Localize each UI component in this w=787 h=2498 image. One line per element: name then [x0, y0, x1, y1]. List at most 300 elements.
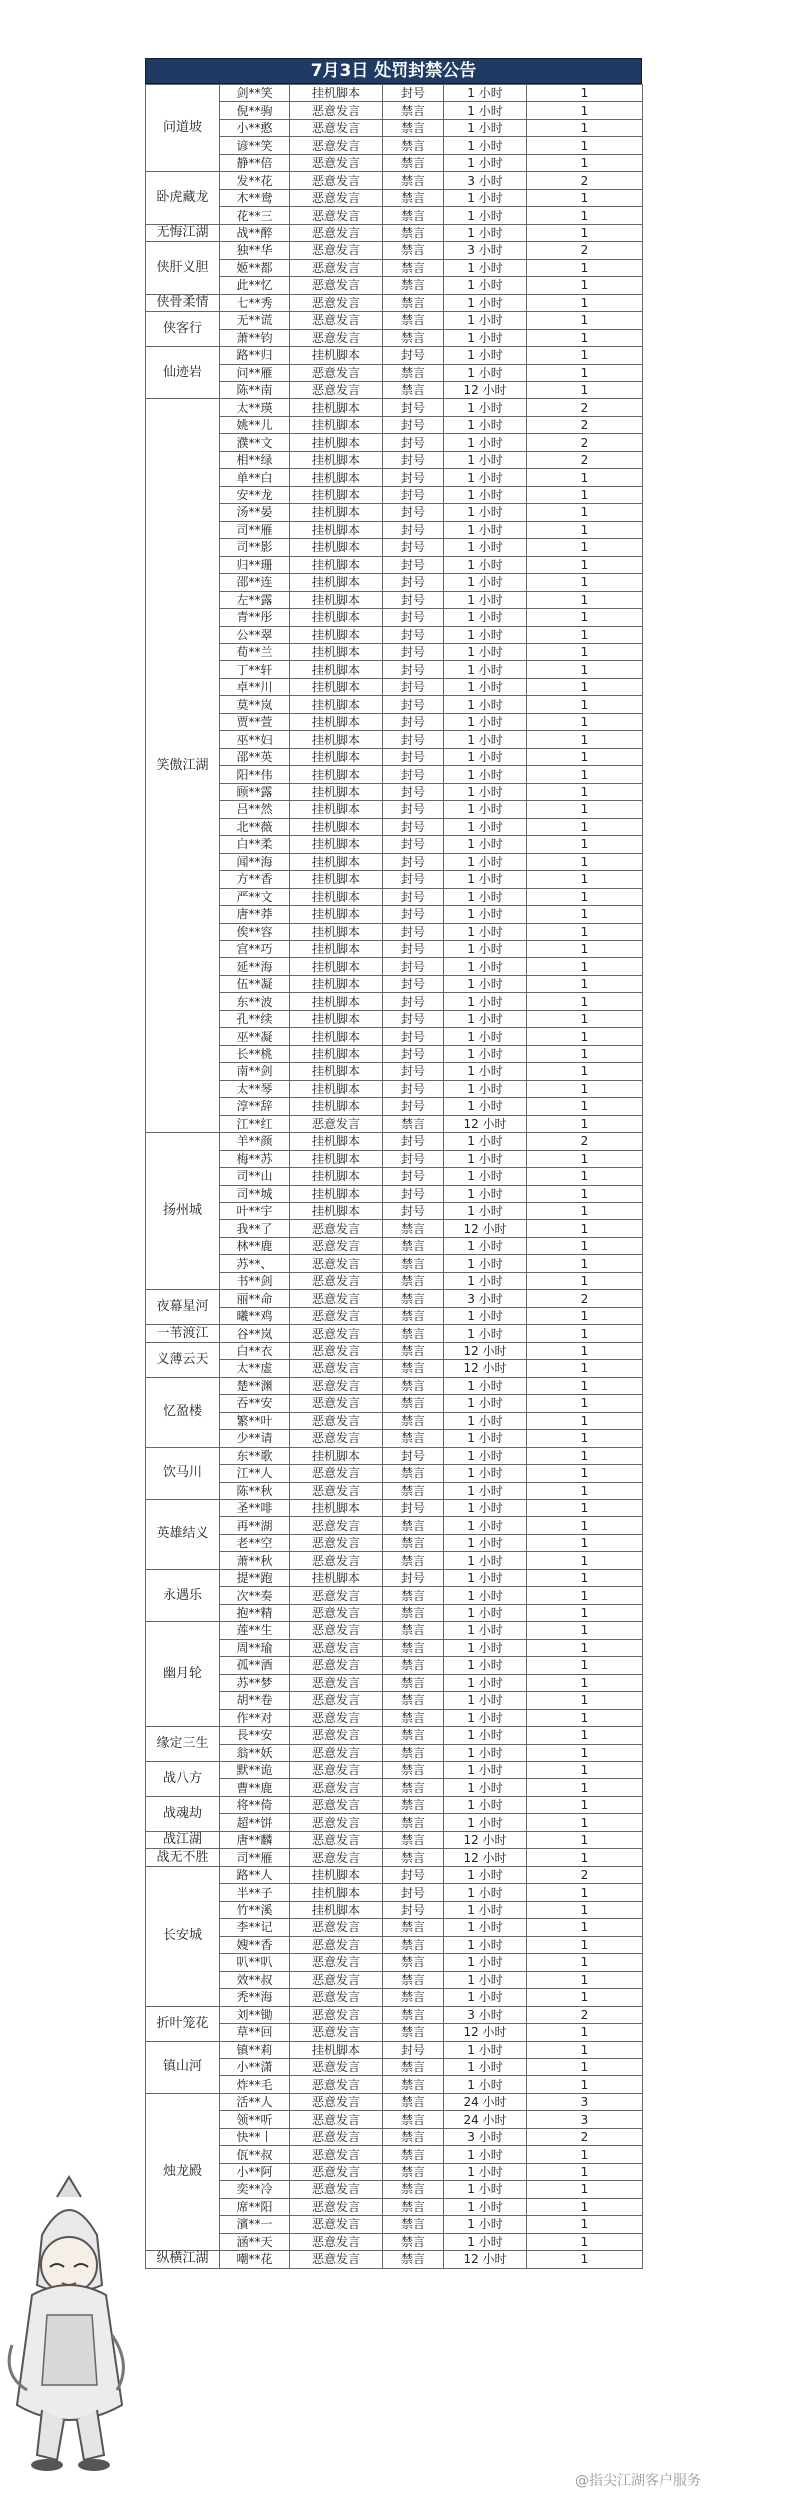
duration-cell: 1 小时: [444, 1569, 527, 1586]
penalty-cell: 禁言: [383, 1552, 444, 1569]
player-name-cell: 汤**晏: [220, 504, 290, 521]
reason-cell: 挂机脚本: [290, 1447, 383, 1464]
count-cell: 1: [527, 871, 643, 888]
player-name-cell: 安**龙: [220, 486, 290, 503]
penalty-cell: 禁言: [383, 1272, 444, 1289]
player-name-cell: 涵**天: [220, 2233, 290, 2250]
table-row: [146, 1779, 643, 1796]
penalty-cell: 封号: [383, 451, 444, 468]
duration-cell: 1 小时: [444, 137, 527, 154]
table-row: [146, 2146, 643, 2163]
reason-cell: 恶意发言: [290, 2024, 383, 2041]
count-cell: 1: [527, 154, 643, 171]
server-name-cell: 无悔江湖: [146, 224, 220, 241]
penalty-cell: 禁言: [383, 1971, 444, 1988]
table-row: [146, 1499, 643, 1516]
penalty-cell: 禁言: [383, 2006, 444, 2023]
duration-cell: 1 小时: [444, 521, 527, 538]
penalty-cell: 禁言: [383, 1692, 444, 1709]
penalty-cell: 禁言: [383, 2024, 444, 2041]
reason-cell: 恶意发言: [290, 1395, 383, 1412]
player-name-cell: 发**花: [220, 172, 290, 189]
table-row: [146, 783, 643, 800]
duration-cell: 1 小时: [444, 102, 527, 119]
count-cell: 1: [527, 1203, 643, 1220]
duration-cell: 3 小时: [444, 1290, 527, 1307]
duration-cell: 1 小时: [444, 1657, 527, 1674]
count-cell: 1: [527, 1517, 643, 1534]
penalty-cell: 封号: [383, 1499, 444, 1516]
count-cell: 1: [527, 2216, 643, 2233]
player-name-cell: 莫**岚: [220, 696, 290, 713]
duration-cell: 1 小时: [444, 1796, 527, 1813]
player-name-cell: 陈**南: [220, 381, 290, 398]
count-cell: 1: [527, 504, 643, 521]
table-row: [146, 1692, 643, 1709]
reason-cell: 挂机脚本: [290, 1133, 383, 1150]
duration-cell: 3 小时: [444, 2128, 527, 2145]
penalty-cell: 禁言: [383, 312, 444, 329]
reason-cell: 恶意发言: [290, 2233, 383, 2250]
player-name-cell: 贾**萱: [220, 713, 290, 730]
penalty-cell: 封号: [383, 958, 444, 975]
table-row: [146, 748, 643, 765]
reason-cell: 恶意发言: [290, 1744, 383, 1761]
reason-cell: 恶意发言: [290, 1517, 383, 1534]
table-row: [146, 1272, 643, 1289]
duration-cell: 1 小时: [444, 958, 527, 975]
count-cell: 1: [527, 1465, 643, 1482]
table-row: [146, 172, 643, 189]
count-cell: 1: [527, 1831, 643, 1848]
reason-cell: 恶意发言: [290, 2076, 383, 2093]
table-row: [146, 1709, 643, 1726]
player-name-cell: 江**人: [220, 1465, 290, 1482]
count-cell: 1: [527, 1849, 643, 1866]
reason-cell: 恶意发言: [290, 1919, 383, 1936]
reason-cell: 挂机脚本: [290, 521, 383, 538]
penalty-cell: 禁言: [383, 1936, 444, 1953]
count-cell: 1: [527, 1901, 643, 1918]
player-name-cell: 曦**鸡: [220, 1307, 290, 1324]
table-row: [146, 137, 643, 154]
duration-cell: 1 小时: [444, 1884, 527, 1901]
penalty-cell: 禁言: [383, 1325, 444, 1342]
player-name-cell: 李**记: [220, 1919, 290, 1936]
reason-cell: 恶意发言: [290, 2128, 383, 2145]
duration-cell: 1 小时: [444, 713, 527, 730]
table-row: [146, 1098, 643, 1115]
player-name-cell: 北**薇: [220, 818, 290, 835]
table-row: [146, 312, 643, 329]
server-name-cell: 缘定三生: [146, 1727, 220, 1762]
duration-cell: 1 小时: [444, 1727, 527, 1744]
player-name-cell: 太**虚: [220, 1360, 290, 1377]
penalty-cell: 禁言: [383, 1290, 444, 1307]
duration-cell: 1 小时: [444, 1936, 527, 1953]
reason-cell: 恶意发言: [290, 119, 383, 136]
penalty-cell: 禁言: [383, 277, 444, 294]
table-row: [146, 1465, 643, 1482]
reason-cell: 挂机脚本: [290, 347, 383, 364]
count-cell: 1: [527, 1098, 643, 1115]
duration-cell: 1 小时: [444, 416, 527, 433]
duration-cell: 1 小时: [444, 2163, 527, 2180]
duration-cell: 12 小时: [444, 2251, 527, 2268]
player-name-cell: 梅**苏: [220, 1150, 290, 1167]
server-name-cell: 饮马川: [146, 1447, 220, 1499]
player-name-cell: 延**海: [220, 958, 290, 975]
table-row: [146, 85, 643, 102]
server-name-cell: 英雄结义: [146, 1499, 220, 1569]
duration-cell: 1 小时: [444, 1814, 527, 1831]
count-cell: 2: [527, 1290, 643, 1307]
count-cell: 1: [527, 2146, 643, 2163]
count-cell: 1: [527, 1150, 643, 1167]
reason-cell: 恶意发言: [290, 224, 383, 241]
player-name-cell: 闻**海: [220, 853, 290, 870]
count-cell: 1: [527, 1674, 643, 1691]
player-name-cell: 吞**安: [220, 1395, 290, 1412]
player-name-cell: 荀**兰: [220, 644, 290, 661]
duration-cell: 1 小时: [444, 574, 527, 591]
reason-cell: 挂机脚本: [290, 644, 383, 661]
table-row: [146, 2041, 643, 2058]
count-cell: 2: [527, 242, 643, 259]
server-name-cell: 幽月轮: [146, 1622, 220, 1727]
reason-cell: 挂机脚本: [290, 748, 383, 765]
duration-cell: 1 小时: [444, 1587, 527, 1604]
count-cell: 1: [527, 1919, 643, 1936]
player-name-cell: 问**雁: [220, 364, 290, 381]
penalty-cell: 禁言: [383, 2181, 444, 2198]
penalty-cell: 禁言: [383, 189, 444, 206]
duration-cell: 1 小时: [444, 1692, 527, 1709]
penalty-cell: 封号: [383, 399, 444, 416]
player-name-cell: 将**倚: [220, 1796, 290, 1813]
reason-cell: 挂机脚本: [290, 1080, 383, 1097]
count-cell: 2: [527, 2006, 643, 2023]
table-row: [146, 1674, 643, 1691]
duration-cell: 3 小时: [444, 242, 527, 259]
reason-cell: 恶意发言: [290, 1482, 383, 1499]
penalty-cell: 禁言: [383, 1727, 444, 1744]
player-name-cell: 活**人: [220, 2093, 290, 2110]
table-row: [146, 242, 643, 259]
penalty-cell: 禁言: [383, 207, 444, 224]
table-row: [146, 381, 643, 398]
table-row: [146, 259, 643, 276]
duration-cell: 1 小时: [444, 1237, 527, 1254]
count-cell: 2: [527, 416, 643, 433]
duration-cell: 1 小时: [444, 1098, 527, 1115]
count-cell: 1: [527, 1569, 643, 1586]
penalty-cell: 禁言: [383, 1796, 444, 1813]
count-cell: 1: [527, 381, 643, 398]
count-cell: 1: [527, 2024, 643, 2041]
reason-cell: 挂机脚本: [290, 1901, 383, 1918]
player-name-cell: 归**珊: [220, 556, 290, 573]
duration-cell: 1 小时: [444, 1063, 527, 1080]
penalty-cell: 封号: [383, 1203, 444, 1220]
server-name-cell: 战八方: [146, 1762, 220, 1797]
player-name-cell: 白**衣: [220, 1342, 290, 1359]
duration-cell: 1 小时: [444, 329, 527, 346]
reason-cell: 挂机脚本: [290, 1063, 383, 1080]
player-name-cell: 巫**妇: [220, 731, 290, 748]
penalty-cell: 封号: [383, 556, 444, 573]
penalty-cell: 禁言: [383, 1814, 444, 1831]
penalty-cell: 封号: [383, 766, 444, 783]
penalty-cell: 禁言: [383, 1762, 444, 1779]
count-cell: 1: [527, 1604, 643, 1621]
duration-cell: 1 小时: [444, 836, 527, 853]
table-row: [146, 1569, 643, 1586]
duration-cell: 12 小时: [444, 1849, 527, 1866]
player-name-cell: 孤**酒: [220, 1657, 290, 1674]
table-row: [146, 102, 643, 119]
reason-cell: 挂机脚本: [290, 888, 383, 905]
table-row: [146, 1744, 643, 1761]
table-row: [146, 224, 643, 241]
count-cell: 1: [527, 1272, 643, 1289]
server-name-cell: 笑傲江湖: [146, 399, 220, 1133]
table-row: [146, 678, 643, 695]
reason-cell: 恶意发言: [290, 259, 383, 276]
duration-cell: 1 小时: [444, 347, 527, 364]
penalty-cell: 封号: [383, 469, 444, 486]
duration-cell: 1 小时: [444, 85, 527, 102]
server-name-cell: 侠客行: [146, 312, 220, 347]
penalty-cell: 封号: [383, 748, 444, 765]
penalty-cell: 封号: [383, 626, 444, 643]
count-cell: 2: [527, 1866, 643, 1883]
count-cell: 1: [527, 766, 643, 783]
penalty-cell: 封号: [383, 1168, 444, 1185]
penalty-cell: 禁言: [383, 172, 444, 189]
penalty-cell: 禁言: [383, 1255, 444, 1272]
duration-cell: 12 小时: [444, 1342, 527, 1359]
server-name-cell: 镇山河: [146, 2041, 220, 2093]
reason-cell: 挂机脚本: [290, 1569, 383, 1586]
table-row: [146, 1884, 643, 1901]
table-row: [146, 1063, 643, 1080]
table-row: [146, 1080, 643, 1097]
duration-cell: 1 小时: [444, 853, 527, 870]
penalty-cell: 封号: [383, 1185, 444, 1202]
count-cell: 1: [527, 1342, 643, 1359]
duration-cell: 1 小时: [444, 259, 527, 276]
reason-cell: 恶意发言: [290, 1325, 383, 1342]
table-row: [146, 1395, 643, 1412]
count-cell: 1: [527, 1587, 643, 1604]
count-cell: 1: [527, 1115, 643, 1132]
reason-cell: 恶意发言: [290, 329, 383, 346]
server-name-cell: 战魂劫: [146, 1796, 220, 1831]
count-cell: 1: [527, 1255, 643, 1272]
count-cell: 3: [527, 2093, 643, 2110]
reason-cell: 恶意发言: [290, 381, 383, 398]
penalty-cell: 封号: [383, 818, 444, 835]
duration-cell: 1 小时: [444, 818, 527, 835]
penalty-cell: 禁言: [383, 1220, 444, 1237]
table-row: [146, 1517, 643, 1534]
mascot-illustration: [2, 2175, 137, 2485]
reason-cell: 挂机脚本: [290, 1045, 383, 1062]
duration-cell: 1 小时: [444, 1028, 527, 1045]
reason-cell: 挂机脚本: [290, 1866, 383, 1883]
penalty-cell: 禁言: [383, 1482, 444, 1499]
penalty-cell: 禁言: [383, 2076, 444, 2093]
table-row: [146, 940, 643, 957]
player-name-cell: 路**人: [220, 1866, 290, 1883]
player-name-cell: 谷**岚: [220, 1325, 290, 1342]
penalty-cell: 禁言: [383, 1709, 444, 1726]
player-name-cell: 我**了: [220, 1220, 290, 1237]
duration-cell: 1 小时: [444, 1447, 527, 1464]
reason-cell: 恶意发言: [290, 207, 383, 224]
reason-cell: 挂机脚本: [290, 696, 383, 713]
table-row: [146, 1045, 643, 1062]
reason-cell: 挂机脚本: [290, 504, 383, 521]
ban-notice-sheet: [145, 58, 642, 2269]
penalty-cell: 封号: [383, 539, 444, 556]
penalty-cell: 封号: [383, 609, 444, 626]
duration-cell: 1 小时: [444, 1552, 527, 1569]
reason-cell: 挂机脚本: [290, 1884, 383, 1901]
player-name-cell: 俟**容: [220, 923, 290, 940]
reason-cell: 恶意发言: [290, 1237, 383, 1254]
count-cell: 1: [527, 1954, 643, 1971]
reason-cell: 恶意发言: [290, 1954, 383, 1971]
server-name-cell: 卧虎藏龙: [146, 172, 220, 224]
table-row: [146, 1936, 643, 1953]
reason-cell: 恶意发言: [290, 1360, 383, 1377]
reason-cell: 挂机脚本: [290, 713, 383, 730]
penalty-cell: 封号: [383, 923, 444, 940]
player-name-cell: 司**山: [220, 1168, 290, 1185]
table-row: [146, 1150, 643, 1167]
duration-cell: 1 小时: [444, 469, 527, 486]
penalty-cell: 封号: [383, 678, 444, 695]
penalty-cell: 禁言: [383, 364, 444, 381]
table-row: [146, 1342, 643, 1359]
table-row: [146, 364, 643, 381]
table-row: [146, 1796, 643, 1813]
table-row: [146, 2111, 643, 2128]
duration-cell: 1 小时: [444, 1901, 527, 1918]
reason-cell: 挂机脚本: [290, 975, 383, 992]
player-name-cell: 胡**卷: [220, 1692, 290, 1709]
server-name-cell: 一苇渡江: [146, 1325, 220, 1342]
player-name-cell: 司**城: [220, 1185, 290, 1202]
duration-cell: 24 小时: [444, 2111, 527, 2128]
reason-cell: 恶意发言: [290, 2181, 383, 2198]
reason-cell: 挂机脚本: [290, 469, 383, 486]
player-name-cell: 书**剑: [220, 1272, 290, 1289]
server-name-cell: 长安城: [146, 1866, 220, 2006]
duration-cell: 12 小时: [444, 1831, 527, 1848]
reason-cell: 挂机脚本: [290, 591, 383, 608]
penalty-cell: 禁言: [383, 259, 444, 276]
count-cell: 1: [527, 1395, 643, 1412]
reason-cell: 恶意发言: [290, 294, 383, 311]
duration-cell: 1 小时: [444, 1919, 527, 1936]
duration-cell: 1 小时: [444, 1639, 527, 1656]
table-row: [146, 836, 643, 853]
reason-cell: 恶意发言: [290, 1552, 383, 1569]
player-name-cell: 老**空: [220, 1534, 290, 1551]
table-row: [146, 906, 643, 923]
count-cell: 1: [527, 783, 643, 800]
table-row: [146, 2163, 643, 2180]
duration-cell: 1 小时: [444, 312, 527, 329]
duration-cell: 1 小时: [444, 975, 527, 992]
reason-cell: 恶意发言: [290, 2093, 383, 2110]
reason-cell: 挂机脚本: [290, 2041, 383, 2058]
table-row: [146, 1168, 643, 1185]
penalty-cell: 禁言: [383, 102, 444, 119]
reason-cell: 挂机脚本: [290, 574, 383, 591]
count-cell: 1: [527, 1447, 643, 1464]
reason-cell: 恶意发言: [290, 1989, 383, 2006]
count-cell: 1: [527, 469, 643, 486]
player-name-cell: 炸**毛: [220, 2076, 290, 2093]
table-row: [146, 1028, 643, 1045]
table-row: [146, 1919, 643, 1936]
penalty-cell: 封号: [383, 1045, 444, 1062]
duration-cell: 12 小时: [444, 1220, 527, 1237]
duration-cell: 1 小时: [444, 609, 527, 626]
penalty-cell: 封号: [383, 1028, 444, 1045]
count-cell: 1: [527, 1989, 643, 2006]
table-row: [146, 1115, 643, 1132]
table-row: [146, 1901, 643, 1918]
player-name-cell: 陈**秋: [220, 1482, 290, 1499]
duration-cell: 1 小时: [444, 1307, 527, 1324]
reason-cell: 恶意发言: [290, 1622, 383, 1639]
penalty-cell: 禁言: [383, 1430, 444, 1447]
table-row: [146, 1831, 643, 1848]
table-row: [146, 1639, 643, 1656]
reason-cell: 挂机脚本: [290, 678, 383, 695]
table-row: [146, 591, 643, 608]
table-row: [146, 661, 643, 678]
player-name-cell: 莲**生: [220, 1622, 290, 1639]
table-row: [146, 451, 643, 468]
count-cell: 2: [527, 2128, 643, 2145]
player-name-cell: 少**请: [220, 1430, 290, 1447]
player-name-cell: 丁**轩: [220, 661, 290, 678]
player-name-cell: 長**安: [220, 1727, 290, 1744]
count-cell: 1: [527, 1744, 643, 1761]
reason-cell: 挂机脚本: [290, 416, 383, 433]
duration-cell: 1 小时: [444, 189, 527, 206]
count-cell: 1: [527, 1779, 643, 1796]
duration-cell: 1 小时: [444, 364, 527, 381]
duration-cell: 12 小时: [444, 1360, 527, 1377]
reason-cell: 挂机脚本: [290, 906, 383, 923]
penalty-cell: 禁言: [383, 1622, 444, 1639]
player-name-cell: 叶**宇: [220, 1203, 290, 1220]
penalty-cell: 禁言: [383, 2093, 444, 2110]
count-cell: 1: [527, 975, 643, 992]
count-cell: 1: [527, 853, 643, 870]
player-name-cell: 东**波: [220, 993, 290, 1010]
count-cell: 1: [527, 2198, 643, 2215]
player-name-cell: 姚**儿: [220, 416, 290, 433]
duration-cell: 1 小时: [444, 993, 527, 1010]
